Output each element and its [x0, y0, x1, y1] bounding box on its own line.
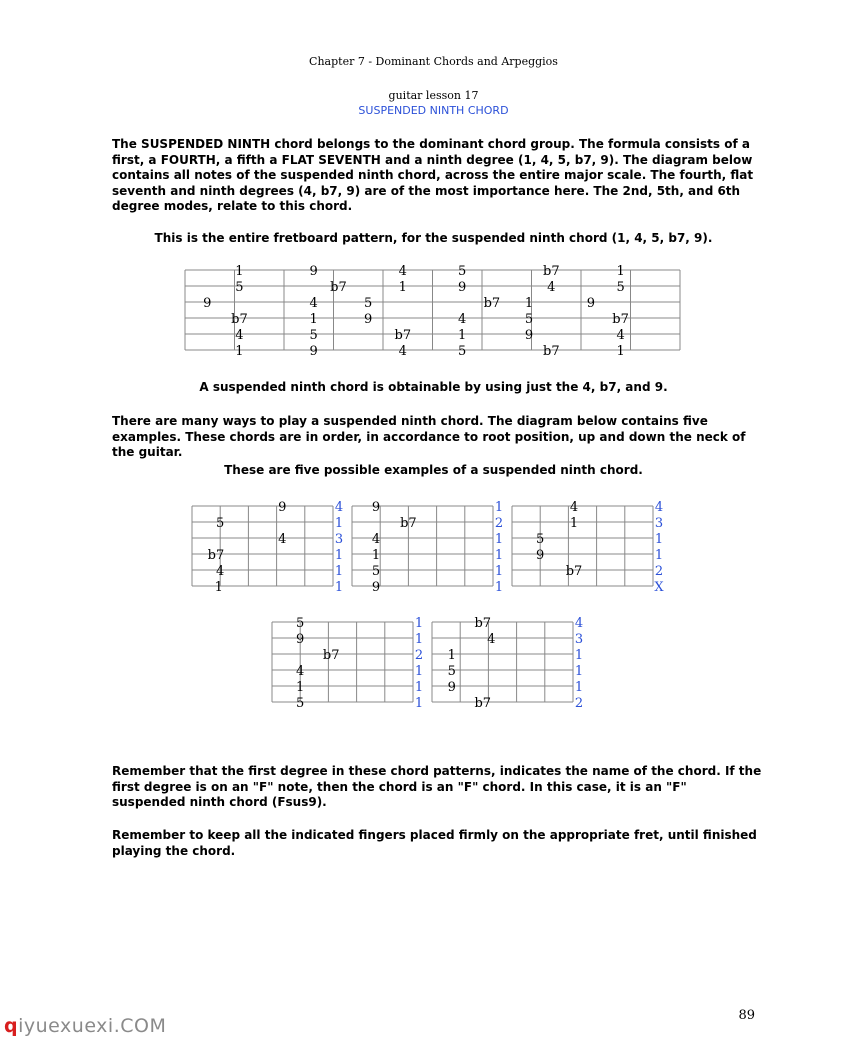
fretboard-note: 1 — [235, 344, 244, 359]
finger-number: 1 — [574, 648, 584, 663]
chord-note: 5 — [536, 532, 545, 547]
fretboard-note: 4 — [398, 344, 407, 359]
chord-diagram — [352, 500, 503, 595]
chord-note: b7 — [474, 616, 492, 631]
fretboard-note: 5 — [235, 280, 244, 295]
remember-first-degree-paragraph: Remember that the first degree in these chord patterns, indicates the name of the chord. If the first degree is on an "F" note, then the chord is an "F" chord. In this case, it is an "F" suspended ninth chord (Fsus9). — [112, 764, 762, 809]
chord-note: 9 — [371, 500, 381, 515]
chord-note: b7 — [322, 648, 340, 663]
obtainable-note: A suspended ninth chord is obtainable by using just the 4, b7, and 9. — [199, 380, 668, 394]
finger-number: 4 — [334, 500, 344, 515]
chord-note: 4 — [487, 632, 496, 647]
fretboard-note: 4 — [398, 264, 407, 279]
five-examples-caption: These are five possible examples of a suspended ninth chord. — [224, 463, 643, 477]
finger-number: 1 — [414, 664, 424, 679]
chord-note: b7 — [565, 564, 583, 579]
chord-note: 9 — [296, 632, 305, 647]
chord-note: 4 — [371, 532, 381, 547]
chord-note: 1 — [214, 580, 223, 595]
finger-number: 2 — [414, 648, 424, 663]
intro-paragraph: The SUSPENDED NINTH chord belongs to the dominant chord group. The formula consists of a first, a FOURTH, a fifth a FLAT SEVENTH and a ninth degree (1, 4, 5, b7, 9). The diagram below contains all notes of the suspended ninth chord, across the entire major scale. The fourth, flat seventh and ninth degrees (4, b7, 9) are of the most importance here. The 2nd, 5th, and 6th degree modes, relate to this chord. — [112, 137, 754, 213]
chord-note: 9 — [278, 500, 287, 515]
fretboard-note: b7 — [483, 296, 501, 311]
watermark-mark: q — [4, 1015, 19, 1037]
fretboard-note: 1 — [458, 328, 467, 343]
remember-fingers-paragraph: Remember to keep all the indicated fingers placed firmly on the appropriate fret, until finished playing the chord. — [112, 828, 757, 858]
fretboard-note: 4 — [616, 328, 625, 343]
chord-note: b7 — [207, 548, 225, 563]
finger-number: 3 — [334, 532, 344, 547]
fretboard-note: b7 — [612, 312, 629, 327]
chord-note: 5 — [447, 664, 456, 679]
fretboard-note: 9 — [309, 344, 318, 359]
fretboard-note: 4 — [309, 296, 318, 311]
finger-number: 1 — [334, 580, 344, 595]
chord-diagram — [272, 616, 423, 711]
fretboard-note: 5 — [458, 344, 467, 359]
finger-number: 1 — [654, 532, 664, 547]
chord-note: 1 — [447, 648, 456, 663]
chord-note: 1 — [296, 680, 305, 695]
fretboard-note: 9 — [309, 264, 318, 279]
chord-note: 9 — [536, 548, 545, 563]
chord-note: 1 — [569, 516, 579, 531]
lesson-title: SUSPENDED NINTH CHORD — [358, 104, 509, 117]
chord-note: 5 — [216, 516, 225, 531]
finger-number: 1 — [414, 616, 424, 631]
fretboard-note: 4 — [547, 280, 556, 295]
finger-number: 3 — [654, 516, 664, 531]
chord-note: 9 — [447, 680, 456, 695]
chord-note: 4 — [278, 532, 287, 547]
finger-number: 1 — [574, 664, 584, 679]
finger-number: 1 — [414, 696, 424, 711]
fretboard-note: 5 — [309, 328, 318, 343]
finger-number: 1 — [494, 500, 504, 515]
chord-note: 5 — [296, 696, 305, 711]
page-number: 89 — [738, 1008, 755, 1023]
chord-note: 4 — [569, 500, 579, 515]
chord-diagram — [192, 500, 343, 595]
finger-number: 1 — [494, 564, 504, 579]
fretboard-caption: This is the entire fretboard pattern, for the suspended ninth chord (1, 4, 5, b7, 9). — [154, 231, 713, 245]
fretboard-note: 5 — [364, 296, 373, 311]
site-watermark — [4, 1015, 166, 1037]
finger-number: 1 — [654, 548, 664, 563]
fretboard-note: b7 — [330, 280, 347, 295]
finger-number: 1 — [494, 580, 504, 595]
fretboard-note: 9 — [364, 312, 373, 327]
fretboard-note: 1 — [524, 296, 534, 311]
finger-number: 1 — [414, 680, 424, 695]
fretboard-note: 5 — [458, 264, 467, 279]
chord-diagram — [512, 500, 664, 595]
fretboard-note: 9 — [203, 296, 212, 311]
finger-number: 2 — [654, 564, 664, 579]
fretboard-note: 5 — [524, 312, 534, 327]
finger-number: 2 — [494, 516, 504, 531]
finger-number: 1 — [494, 532, 504, 547]
lesson-label: guitar lesson 17 — [388, 89, 479, 102]
finger-number: 1 — [574, 680, 584, 695]
finger-number: 2 — [574, 696, 584, 711]
chord-note: 5 — [296, 616, 305, 631]
finger-number: 1 — [334, 548, 344, 563]
chord-note: 1 — [371, 548, 381, 563]
finger-number: 4 — [654, 500, 664, 515]
finger-number: 3 — [574, 632, 584, 647]
fretboard-note: b7 — [394, 328, 412, 343]
finger-number: 4 — [574, 616, 584, 631]
chapter-header: Chapter 7 - Dominant Chords and Arpeggios — [309, 55, 558, 68]
fretboard-note: 1 — [616, 264, 625, 279]
finger-number: 1 — [414, 632, 424, 647]
fretboard-note: 1 — [235, 264, 244, 279]
chord-note: 4 — [296, 664, 305, 679]
finger-number: X — [654, 580, 664, 595]
fretboard-note: 1 — [309, 312, 318, 327]
fretboard-note: 4 — [458, 312, 467, 327]
fretboard-note: 9 — [586, 296, 596, 311]
finger-number: 1 — [494, 548, 504, 563]
fretboard-diagram — [0, 262, 867, 362]
chord-note: 5 — [371, 564, 381, 579]
fretboard-note: 9 — [524, 328, 534, 343]
finger-number: 1 — [334, 564, 344, 579]
fretboard-note: 4 — [235, 328, 244, 343]
fretboard-note: b7 — [543, 344, 560, 359]
fretboard-note: 9 — [458, 280, 467, 295]
fretboard-note: 1 — [398, 280, 407, 295]
chord-note: b7 — [474, 696, 492, 711]
fretboard-note: b7 — [543, 264, 560, 279]
watermark-text: iyuexuexi.COM — [18, 1015, 167, 1037]
chord-examples — [0, 490, 867, 715]
fretboard-note: 5 — [616, 280, 625, 295]
chord-note: 4 — [216, 564, 225, 579]
fretboard-note: 1 — [616, 344, 625, 359]
fretboard-note: b7 — [231, 312, 248, 327]
chord-note: 9 — [371, 580, 381, 595]
chord-diagram — [432, 616, 583, 711]
chord-note: b7 — [400, 516, 417, 531]
finger-number: 1 — [334, 516, 344, 531]
many-ways-paragraph: There are many ways to play a suspended ninth chord. The diagram below contains five examples. These chords are in order, in accordance to root position, up and down the neck of the guitar. — [112, 414, 746, 459]
